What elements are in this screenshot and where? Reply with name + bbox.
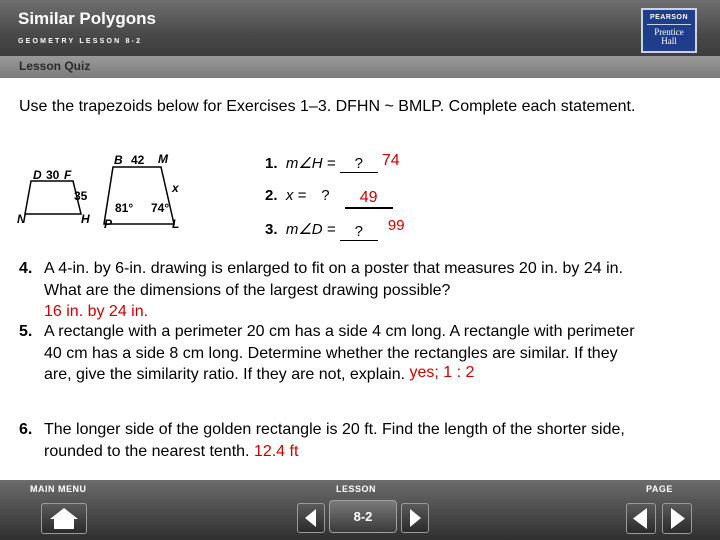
answer-blank: ?	[340, 155, 378, 173]
arrow-right-icon	[663, 504, 691, 533]
exercise-number: 6.	[19, 421, 33, 438]
exercise-2	[265, 187, 393, 207]
exercise-answer: 74	[381, 152, 400, 169]
logo-line1: Prentice	[654, 27, 684, 37]
main-menu-button[interactable]	[41, 503, 87, 534]
exercise-text	[44, 321, 644, 386]
exercise-text: A 4-in. by 6-in. drawing is enlarged to fit on a poster that measures 20 in. by 24 in. What are the dimensions of the largest drawing possible?	[44, 260, 623, 299]
lesson-label: LESSON	[336, 484, 377, 494]
label-d: D	[33, 168, 42, 182]
exercise-number: 3.	[265, 221, 278, 238]
page-prev-button[interactable]	[626, 503, 656, 534]
exercise-prompt: x =	[285, 187, 307, 204]
label-x: x	[172, 181, 179, 195]
exercise-number: 1.	[265, 155, 278, 172]
main-menu-label: MAIN MENU	[30, 484, 87, 494]
exercise-text-body: A rectangle with a perimeter 20 cm has a side 4 cm long. A rectangle with perimeter 40 cm has a side 8 cm long. Determine whether the rectangles are similar. If they are, give the similarity ratio. If they are not, explain.	[44, 323, 635, 383]
exercise-text	[44, 419, 644, 462]
logo-top-text: PEARSON	[649, 14, 689, 21]
angle-74: 74°	[151, 201, 170, 215]
exercise-number: 4.	[19, 260, 33, 277]
exercise-4	[19, 258, 659, 322]
label-p: P	[104, 217, 113, 231]
label-l: L	[172, 217, 180, 231]
measure-42: 42	[131, 153, 145, 167]
page-next-button[interactable]	[662, 503, 692, 534]
exercise-text-body: The longer side of the golden rectangle is 20 ft. Find the length of the shorter side, rounded to the nearest tenth.	[44, 421, 625, 460]
angle-81: 81°	[115, 201, 134, 215]
exercise-1	[265, 154, 400, 173]
arrow-left-icon	[627, 504, 655, 533]
exercise-prompt: m∠D =	[285, 221, 336, 238]
exercise-6	[19, 419, 659, 463]
label-h: H	[81, 212, 90, 226]
label-b: B	[114, 153, 123, 167]
lesson-next-button[interactable]	[401, 503, 429, 533]
exercise-number: 2.	[265, 187, 278, 204]
trapezoids-figure	[15, 148, 190, 234]
trapezoid-bmlp	[104, 167, 174, 224]
logo-line2: Hall	[661, 36, 677, 46]
home-icon	[42, 504, 86, 533]
lesson-button[interactable]: 8-2	[329, 500, 397, 533]
trapezoid-dfhn	[25, 181, 81, 214]
measure-30: 30	[46, 168, 60, 182]
chevron-left-icon	[298, 504, 324, 532]
exercise-answer: 12.4 ft	[253, 442, 299, 460]
exercise-answer: 99	[387, 217, 405, 234]
label-f: F	[64, 168, 72, 182]
instructions-text: Use the trapezoids below for Exercises 1–3. DFHN ~ BMLP. Complete each statement.	[19, 98, 636, 115]
lesson-quiz-label: Lesson Quiz	[19, 59, 91, 73]
publisher-logo	[641, 8, 697, 53]
exercise-prompt: m∠H =	[285, 155, 336, 172]
answer-blank: ?	[340, 223, 378, 241]
exercise-answer: yes; 1 : 2	[409, 364, 475, 381]
exercise-3	[265, 217, 405, 240]
page-title: Similar Polygons	[18, 9, 156, 28]
answer-blank: ?	[321, 187, 330, 204]
label-n: N	[17, 212, 26, 226]
page-label: PAGE	[646, 484, 673, 494]
exercise-5	[19, 321, 659, 407]
exercise-number: 5.	[19, 323, 33, 340]
label-m: M	[158, 152, 168, 166]
lesson-quiz-bar	[0, 56, 720, 78]
exercise-answer: 16 in. by 24 in.	[44, 303, 149, 320]
lesson-prev-button[interactable]	[297, 503, 325, 533]
logo-divider	[647, 24, 691, 25]
chevron-right-icon	[402, 504, 428, 532]
exercise-answer: 49	[345, 189, 393, 209]
page-subtitle: GEOMETRY LESSON 8-2	[18, 38, 143, 45]
measure-35: 35	[74, 189, 88, 203]
